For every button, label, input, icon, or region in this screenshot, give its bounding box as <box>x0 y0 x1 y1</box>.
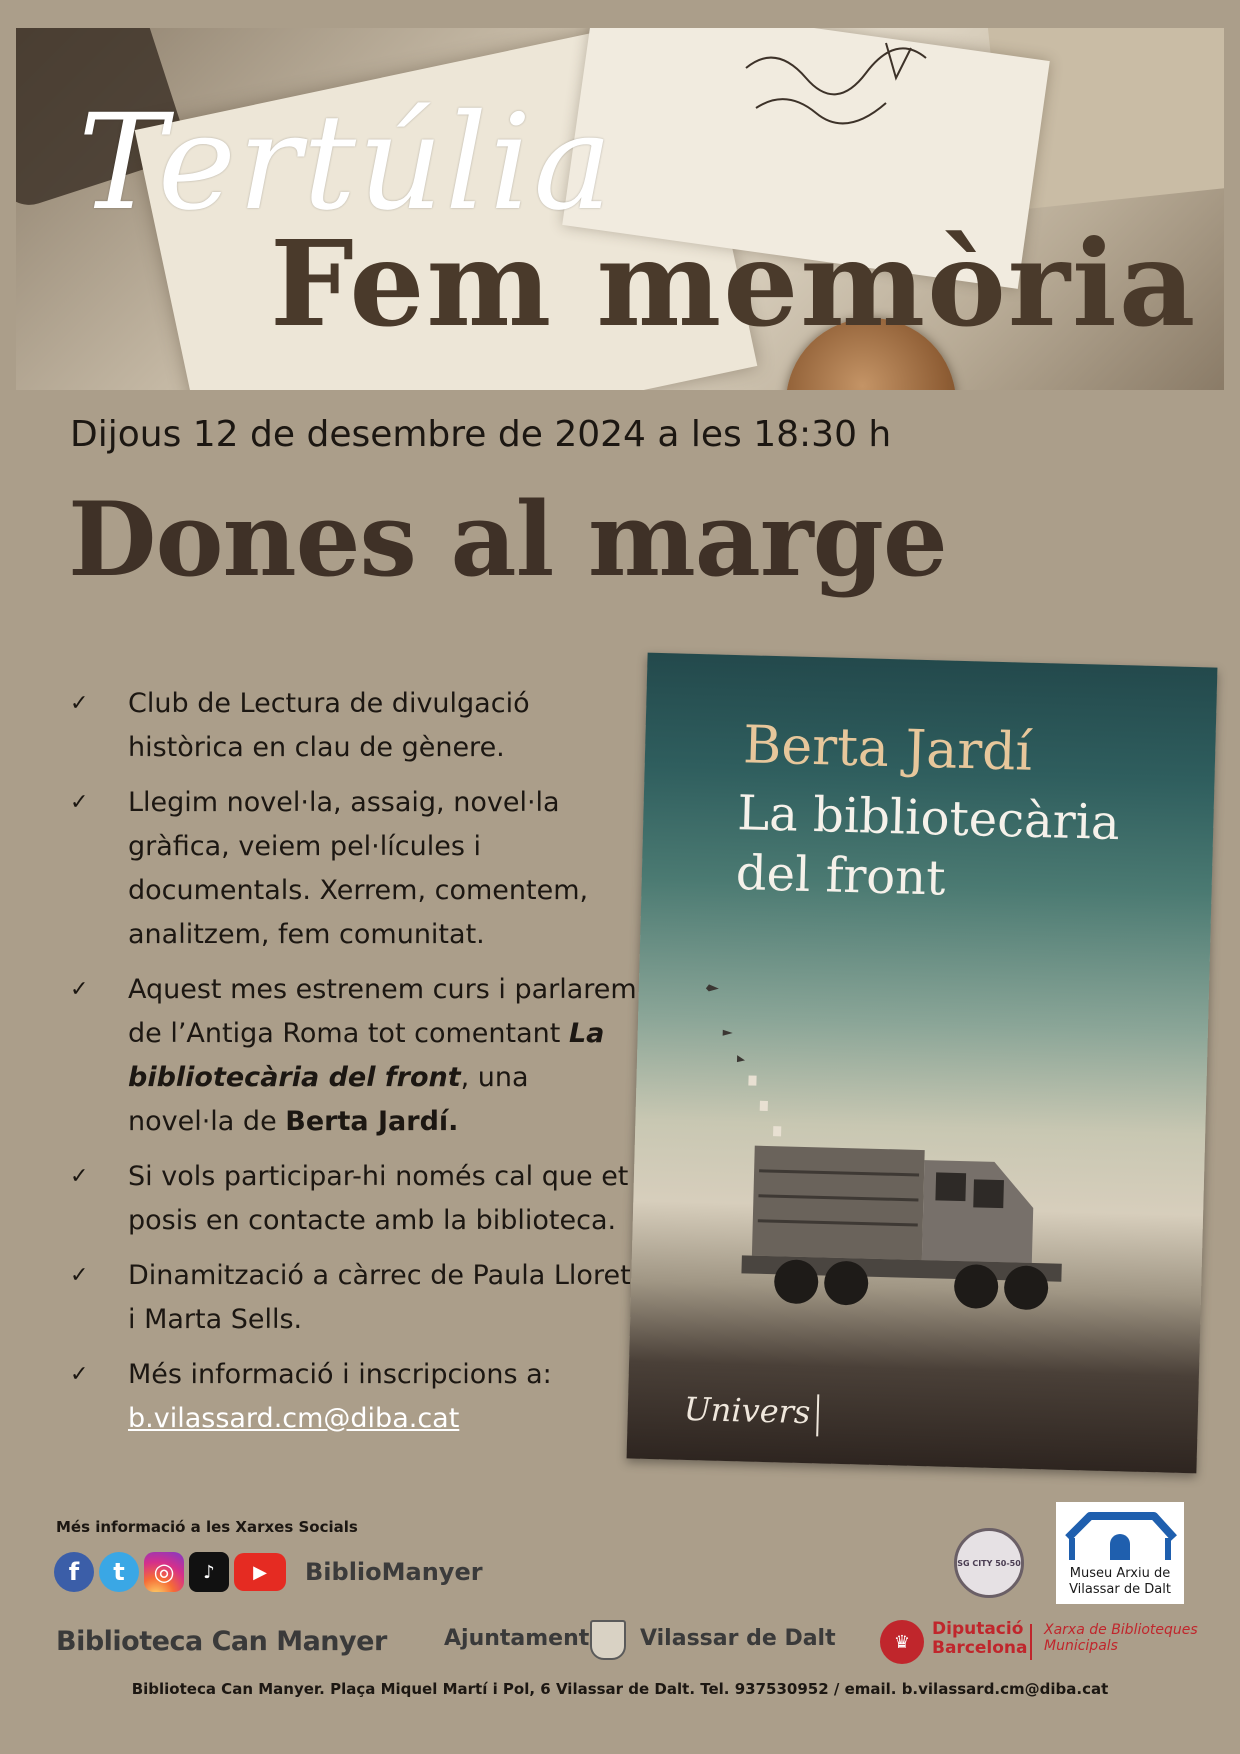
book-title-mention: La bibliotecària del front <box>128 1018 605 1093</box>
social-label: Més informació a les Xarxes Socials <box>56 1518 358 1536</box>
diputacio-line: Barcelona <box>932 1638 1028 1658</box>
list-item-text: Club de Lectura de divulgació històrica en clau de gènere. <box>128 688 530 763</box>
book-title: del front <box>735 845 947 907</box>
xarxa-line: Xarxa de Biblioteques <box>1044 1622 1198 1638</box>
museu-arxiu-logo <box>1056 1502 1184 1604</box>
list-item-text: Si vols participar-hi només cal que et posis en contacte amb la biblioteca. <box>128 1161 629 1236</box>
list-item-text: Llegim novel·la, assaig, novel·la gràfica, veiem pel·lícules i documentals. Xerrem, comentem, analitzem, fem comunitat. <box>128 787 589 950</box>
logo-divider <box>1030 1624 1032 1660</box>
museu-name: Vilassar de Dalt <box>1069 1582 1171 1597</box>
diputacio-logo <box>932 1620 1028 1658</box>
list-item <box>70 1155 640 1243</box>
list-item-text: Aquest mes estrenem curs i parlarem de l’Antiga Roma tot comentant <box>128 974 637 1049</box>
banner-title: Fem memòria <box>270 214 1198 353</box>
diputacio-crest-icon: ♛ <box>880 1620 924 1664</box>
instagram-icon[interactable]: ◎ <box>144 1552 184 1592</box>
list-item <box>70 1353 640 1441</box>
xarxa-biblioteques-logo <box>1044 1622 1198 1654</box>
xarxa-line: Municipals <box>1044 1638 1118 1654</box>
town-crest-icon <box>590 1620 626 1660</box>
event-title: Dones al marge <box>68 480 947 600</box>
list-item <box>70 781 640 957</box>
info-list <box>70 682 640 1452</box>
check-icon: ✓ <box>70 1362 89 1387</box>
list-item-text: Dinamització a càrrec de Paula Lloret i Marta Sells. <box>128 1260 631 1335</box>
sponsor-logos <box>0 1620 1240 1670</box>
book-truck-illustration <box>628 973 1209 1408</box>
city-5050-badge <box>954 1528 1024 1598</box>
check-icon: ✓ <box>70 1164 89 1189</box>
book-publisher: Univers <box>683 1390 819 1436</box>
footer-contact: Biblioteca Can Manyer. Plaça Miquel Martí i Pol, 6 Vilassar de Dalt. Tel. 937530952 / email. b.vilassard.cm@diba.cat <box>131 1680 1109 1698</box>
list-item-text: Més informació i inscripcions a: <box>128 1359 552 1390</box>
banner-handwriting <box>736 38 936 148</box>
diputacio-line: Diputació <box>932 1619 1024 1639</box>
youtube-icon[interactable]: ▶ <box>234 1553 286 1591</box>
list-item <box>70 682 640 770</box>
tiktok-icon[interactable]: ♪ <box>189 1552 229 1592</box>
book-title: La bibliotecària <box>736 785 1121 852</box>
list-item <box>70 968 640 1144</box>
list-item <box>70 1254 640 1342</box>
banner-script-title: Tertúlia <box>78 86 615 240</box>
facebook-icon[interactable]: f <box>54 1552 94 1592</box>
book-author: Berta Jardí <box>742 715 1033 783</box>
check-icon: ✓ <box>70 790 89 815</box>
list-item-text: , una novel·la de <box>128 1062 529 1137</box>
museu-building-icon <box>1062 1508 1178 1566</box>
vilassar-label: Vilassar de Dalt <box>640 1626 836 1651</box>
event-date: Dijous 12 de desembre de 2024 a les 18:30 h <box>70 414 892 455</box>
author-mention: Berta Jardí. <box>285 1106 459 1137</box>
check-icon: ✓ <box>70 691 89 716</box>
biblioteca-logo: Biblioteca Can Manyer <box>56 1626 387 1657</box>
museu-name: Museu Arxiu de <box>1069 1566 1171 1581</box>
check-icon: ✓ <box>70 977 89 1002</box>
social-links <box>54 1552 483 1592</box>
ajuntament-label: Ajuntament <box>444 1626 590 1651</box>
social-handle[interactable]: BiblioManyer <box>305 1558 483 1586</box>
header-banner <box>16 28 1224 390</box>
badge-text: SG CITY 50-50 <box>957 1558 1021 1568</box>
email-link[interactable]: b.vilassard.cm@diba.cat <box>128 1403 460 1434</box>
check-icon: ✓ <box>70 1263 89 1288</box>
twitter-icon[interactable]: t <box>99 1552 139 1592</box>
book-cover <box>627 653 1218 1474</box>
